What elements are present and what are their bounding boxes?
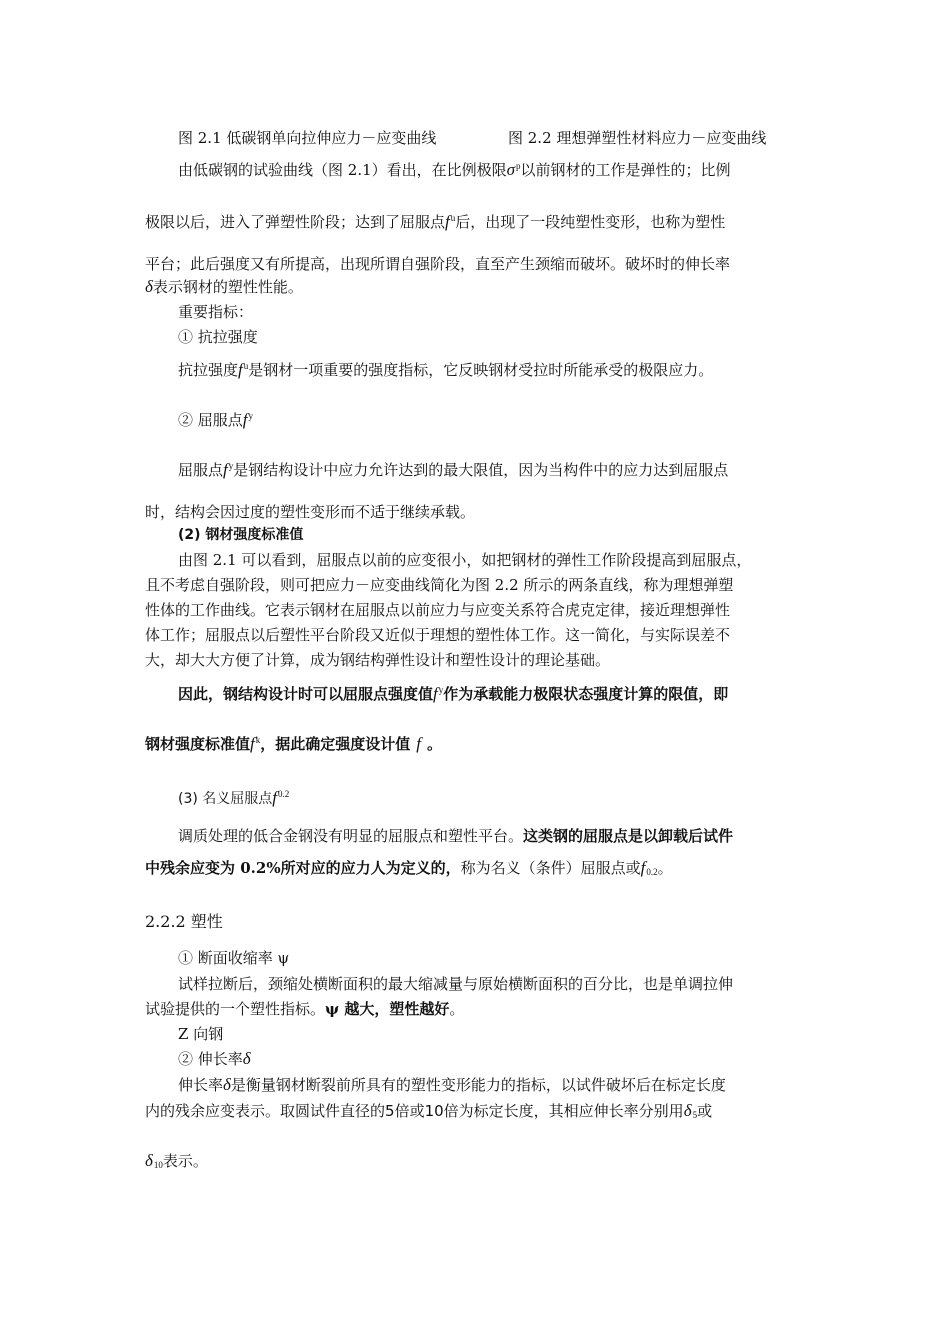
text-span: 或 [697,1102,713,1120]
delta5-symbol: δ5 [683,1101,698,1120]
text-span: 。 [449,1000,465,1018]
figure-caption-2-2: 图 2.2 理想弹塑性材料应力－应变曲线 [508,129,767,147]
intro-line-2 [145,208,725,232]
nominal-para-line-1 [178,826,733,846]
text-span: 屈服点 [178,461,224,479]
plasticity-para-line-1: 试样拉断后，颈缩处横断面积的最大缩减量与原始横断面积的百分比，也是单调拉伸 [178,975,734,993]
standard-para-line-2: 且不考虑自强阶段，则可把应力－应变曲线简化为图 2.2 所示的两条直线，称为理想弹塑 [145,576,734,594]
fy-symbol: $f^y$ [242,410,254,429]
text-span: 抗拉强度 [178,361,239,379]
text-span: 由低碳钢的试验曲线（图 2.1）看出，在比例极限 [178,161,507,179]
fu-symbol: $f^u$ [238,360,249,379]
text-span: 极限以后，进入了弹塑性阶段；达到了屈服点 [145,213,446,231]
z-direction-steel: Z 向钢 [178,1025,224,1043]
f02-symbol: f0.2 [640,858,658,877]
elongation-para-line-3 [145,1151,208,1175]
text-span: 中残余应变为 0.2%所对应的应力人为定义的， [145,859,461,877]
text-span: ψ 越大，塑性越好 [325,1000,450,1018]
text-span: 倍或 [394,1102,425,1120]
indicators-title: 重要指标： [178,303,254,321]
text-span: 表示钢材的塑性性能。 [152,278,303,296]
indicator-tensile-strength: ① 抗拉强度 [178,328,258,346]
tensile-strength-desc [178,356,713,380]
text-span: 是衡量钢材断裂前所具有的塑性变形能力的指标，以试件破坏后在标定长度 [230,1076,726,1094]
sigma-p-symbol: $\sigma^p$ [506,160,521,179]
text-span: 伸长率 [178,1076,224,1094]
elongation-para-line-2 [145,1101,712,1125]
elongation-para-line-1 [178,1075,726,1095]
yield-point-desc-line-2: 时，结构会因过度的塑性变形而不适于继续承载。 [145,503,476,521]
standard-bold-line-1 [178,680,728,704]
figure-caption-2-1: 图 2.1 低碳钢单向拉伸应力－应变曲线 [178,129,437,147]
text-span: 这类钢的屈服点是以卸载后试件 [523,827,734,845]
f-symbol: f [416,734,421,753]
text-span: 调质处理的低合金钢没有明显的屈服点和塑性平台。 [178,827,524,845]
text-span: 后，出现了一段纯塑性变形，也称为塑性 [455,213,726,231]
indicator-yield-point [178,406,253,430]
intro-line-3: 平台；此后强度又有所提高，出现所谓自强阶段，直至产生颈缩而破坏。破坏时的伸长率 [145,255,731,273]
nominal-para-line-2 [145,858,673,882]
text-span: 内的残余应变表示。取圆试件直径的 [145,1102,386,1120]
delta10-symbol: δ10 [145,1151,163,1170]
text-span: 是钢结构设计中应力允许达到的最大限值，因为当构件中的应力达到屈服点 [233,461,729,479]
text-span: ，据此确定强度设计值 [260,735,411,753]
fy-symbol: $f^y$ [223,460,234,479]
text-span: 试验提供的一个塑性指标。 [145,1000,326,1018]
standard-para-line-5: 大，却大大方便了计算，成为钢结构弹性设计和塑性设计的理论基础。 [145,651,611,669]
standard-para-line-3: 性体的工作曲线。它表示钢材在屈服点以前应力与应变关系符合虎克定律，接近理想弹性 [145,601,731,619]
section-heading-plasticity: 2.2.2 塑性 [145,912,223,931]
text-span: 。 [657,859,673,877]
standard-para-line-4: 体工作；屈服点以后塑性平台阶段又近似于理想的塑性体工作。这一简化，与实际误差不 [145,626,731,644]
text-span: 5 [385,1102,395,1120]
intro-line-1 [178,156,731,180]
text-span: 10 [424,1102,444,1120]
delta-symbol: δ [242,1049,251,1068]
yield-point-desc-line-1 [178,456,728,480]
text-span: ② 屈服点 [178,411,243,429]
standard-bold-line-2 [145,730,442,754]
intro-line-4 [145,277,303,297]
elongation-item [178,1049,251,1069]
text-span: 以前钢材的工作是弹性的；比例 [520,161,731,179]
f02-symbol: $f^{0.2}$ [272,788,290,807]
section-heading-standard-strength: (2) 钢材强度标准值 [178,527,304,543]
delta-symbol: δ [145,277,153,296]
delta-symbol: δ [223,1075,231,1094]
standard-para-line-1: 由图 2.1 可以看到，屈服点以前的应变很小，如把钢材的弹性工作阶段提高到屈服点， [178,551,752,569]
text-span: ② 伸长率 [178,1050,243,1068]
text-span: 表示。 [162,1152,208,1170]
text-span: 作为承载能力极限状态强度计算的限值，即 [443,685,729,703]
text-span: 因此，钢结构设计时可以屈服点强度值 [178,685,434,703]
fk-symbol: $f^k$ [250,734,261,753]
plasticity-para-line-2 [145,999,464,1019]
text-span: 钢材强度标准值 [145,735,251,753]
text-span: 称为名义（条件）屈服点或 [460,859,641,877]
fu-symbol: $f^u$ [445,212,456,231]
text-span: 是钢材一项重要的强度指标，它反映钢材受拉时所能承受的极限应力。 [248,361,714,379]
text-span: 。 [427,735,443,753]
section-heading-nominal-yield [178,784,289,809]
text-span: 倍为标定长度，其相应伸长率分别用 [443,1102,684,1120]
fy-symbol: $f^y$ [433,684,444,703]
text-span: (3) 名义屈服点 [178,791,273,807]
reduction-of-area-item: ① 断面收缩率 ψ [178,949,290,967]
